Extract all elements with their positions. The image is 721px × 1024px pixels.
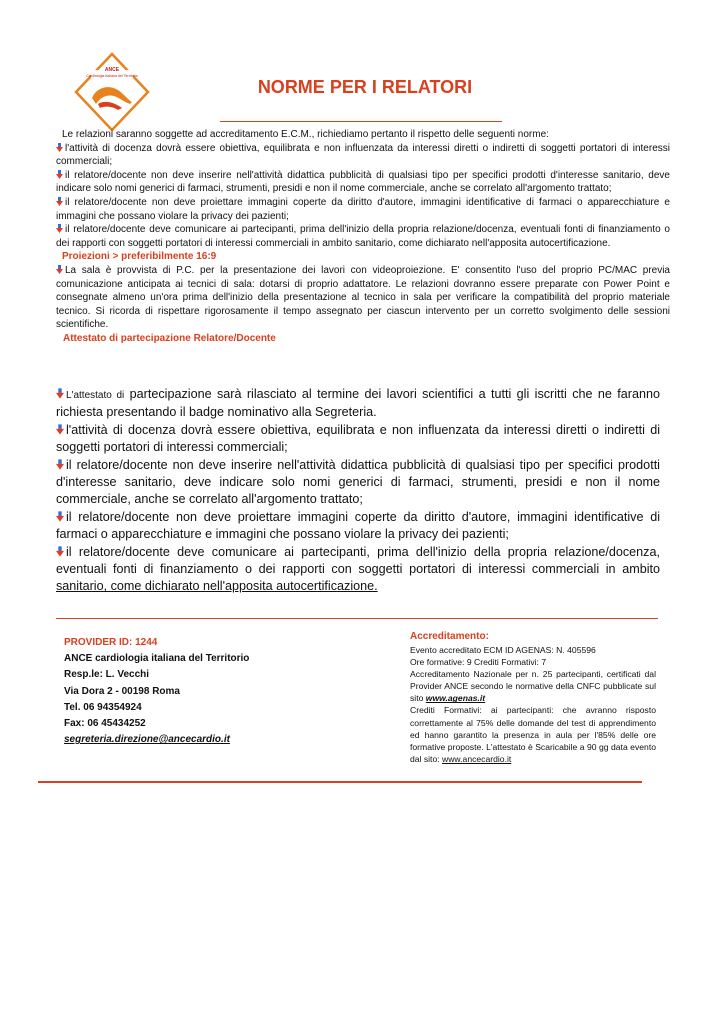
logo-brand: ANCE (104, 67, 120, 73)
attestato-lead (56, 386, 660, 422)
rule-item (56, 169, 670, 196)
arrow-bullet-icon (56, 511, 64, 522)
provider-block (64, 635, 364, 748)
projection-heading: Proiezioni > preferibilmente 16:9 (62, 251, 217, 263)
accreditamento-block (410, 630, 656, 765)
attestato-rule (56, 457, 660, 509)
rule-item (56, 142, 670, 169)
arrow-bullet-icon (56, 170, 63, 179)
accreditamento-heading: Accreditamento: (410, 631, 489, 642)
attestato-rule (56, 544, 660, 596)
rule-text: il relatore/docente deve comunicare ai partecipanti, prima dell'inizio della propria relazione/docenza, eventuali fonti di finanziamento o dei rapporti con soggetti portatori di interessi commerciali in ambito sanitario, come dichiarato nell'apposita autocertificazione. (56, 224, 670, 249)
arrow-bullet-icon (56, 388, 64, 399)
ance-logo (74, 52, 150, 132)
arrow-bullet-icon (56, 197, 63, 206)
arrow-bullet-icon (56, 459, 64, 470)
ancecardio-link[interactable]: www.ancecardio.it (442, 753, 512, 764)
attestato-heading: Attestato di partecipazione Relatore/Docente (63, 332, 276, 344)
attestato-section (56, 386, 660, 596)
provider-tel: Tel. 06 94354924 (64, 701, 142, 713)
attestato-rule-text: il relatore/docente non deve inserire nell'attività didattica pubblicità di qualsiasi tipo per specifici prodotti d'interesse sanitario, deve indicare solo nomi generici di farmaci, strumenti, presidi e non il nome commerciale, anche se correlato all'argomento trattato; (56, 457, 660, 507)
provider-fax: Fax: 06 45434252 (64, 718, 146, 730)
accreditamento-nazionale (410, 668, 656, 704)
attestato-rule-text: il relatore/docente non deve proiettare immagini coperte da diritto d'autore, immagini identificative di farmaci o apparecchiature e immagini che possano violare la privacy dei pazienti; (56, 509, 660, 542)
attestato-lead-text: partecipazione sarà rilasciato al termine dei lavori scientifici a tutti gli iscritti che ne faranno richiesta presentando il badge nominativo alla Segreteria. (56, 387, 661, 420)
projection-text: La sala è provvista di P.C. per la presentazione dei lavori con videoproiezione. E' consentito l'uso del proprio PC/MAC previa comunicazione anticipata ai tecnici di sala: dotarsi di proprio adattatore. Le relazioni dovranno essere preparate con Power Point e consegnate almeno un'ora prima dell'inizio della presentazione al tecnico in sala per verificare la compatibilità del proprio materiale tecnico. Si ricorda di rispettare rigorosamente il tempo assegnato per ciascun intervento per un corretto svolgimento delle sessioni scientifiche. (56, 264, 670, 331)
provider-name: ANCE cardiologia italiana del Territorio (64, 653, 250, 665)
rule-item (56, 196, 670, 223)
arrow-bullet-icon (56, 546, 64, 557)
attestato-rule-text: l'attività di docenza dovrà essere obiettiva, equilibrata e non influenzata da interessi diretti o indiretti di soggetti portatori di interessi commerciali; (56, 422, 660, 455)
accreditamento-evento: Evento accreditato ECM ID AGENAS: N. 405596 (410, 645, 596, 655)
page-title: NORME PER I RELATORI (257, 77, 473, 97)
attestato-rule-text: il relatore/docente deve comunicare ai partecipanti, prima dell'inizio della propria relazione/docenza, eventuali fonti di finanziamento o dei rapporti con soggetti portatori di interessi commerciali in ambito (56, 544, 660, 577)
footer-divider (38, 781, 642, 783)
rules-section (56, 128, 670, 346)
attestato-rule (56, 509, 660, 544)
accreditamento-crediti-text: Crediti Formativi: ai partecipanti: che avranno risposto correttamente al 75% delle domande del test di apprendimento ed hanno garantito la presenza in aula per l'85% delle ore formative proposte. L'attestato è Scaricabile a 90 gg data evento dal sito: (410, 705, 656, 764)
attestato-lead-small: L'attestato di (66, 390, 125, 401)
logo-subtitle: Cardiologia Italiana del Territorio (86, 74, 138, 78)
section-divider (56, 618, 658, 619)
accreditamento-nazionale-text: Accreditamento Nazionale per n. 25 partecipanti, certificati dal Provider ANCE secondo le normative della CNFC pubblicate sul sito (410, 669, 656, 704)
projection-item (56, 264, 670, 332)
arrow-bullet-icon (56, 424, 64, 435)
accreditamento-crediti (410, 704, 656, 764)
arrow-bullet-icon (56, 265, 63, 274)
provider-id: PROVIDER ID: 1244 (64, 637, 158, 648)
provider-resp: Resp.le: L. Vecchi (64, 669, 150, 681)
provider-address: Via Dora 2 - 00198 Roma (64, 685, 180, 697)
attestato-rule-underlined: sanitario, come dichiarato nell'apposita autocertificazione. (56, 579, 378, 594)
arrow-bullet-icon (56, 143, 63, 152)
attestato-rule (56, 422, 660, 457)
rule-item (56, 223, 670, 250)
title-divider (220, 121, 502, 122)
rule-text: l'attività di docenza dovrà essere obiettiva, equilibrata e non influenzata da interessi diretti o indiretti di soggetti portatori di interessi commerciali; (56, 142, 670, 168)
provider-email-link[interactable]: segreteria.direzione@ancecardio.it (64, 734, 230, 746)
intro-text: Le relazioni saranno soggette ad accreditamento E.C.M., richiediamo pertanto il rispetto delle seguenti norme: (62, 129, 549, 140)
agenas-link[interactable]: www.agenas.it (425, 693, 486, 704)
accreditamento-ore: Ore formative: 9 Crediti Formativi: 7 (410, 657, 547, 668)
arrow-bullet-icon (56, 224, 63, 233)
rule-text: il relatore/docente non deve proiettare immagini coperte da diritto d'autore, immagini identificative di farmaci o apparecchiature e immagini che possano violare la privacy dei pazienti; (56, 196, 670, 222)
rule-text: il relatore/docente non deve inserire nell'attività didattica pubblicità di qualsiasi tipo per specifici prodotti d'interesse sanitario, deve indicare solo nomi generici di farmaci, strumenti, presidi e non il nome commerciale, anche se correlato all'argomento trattato; (56, 169, 670, 195)
